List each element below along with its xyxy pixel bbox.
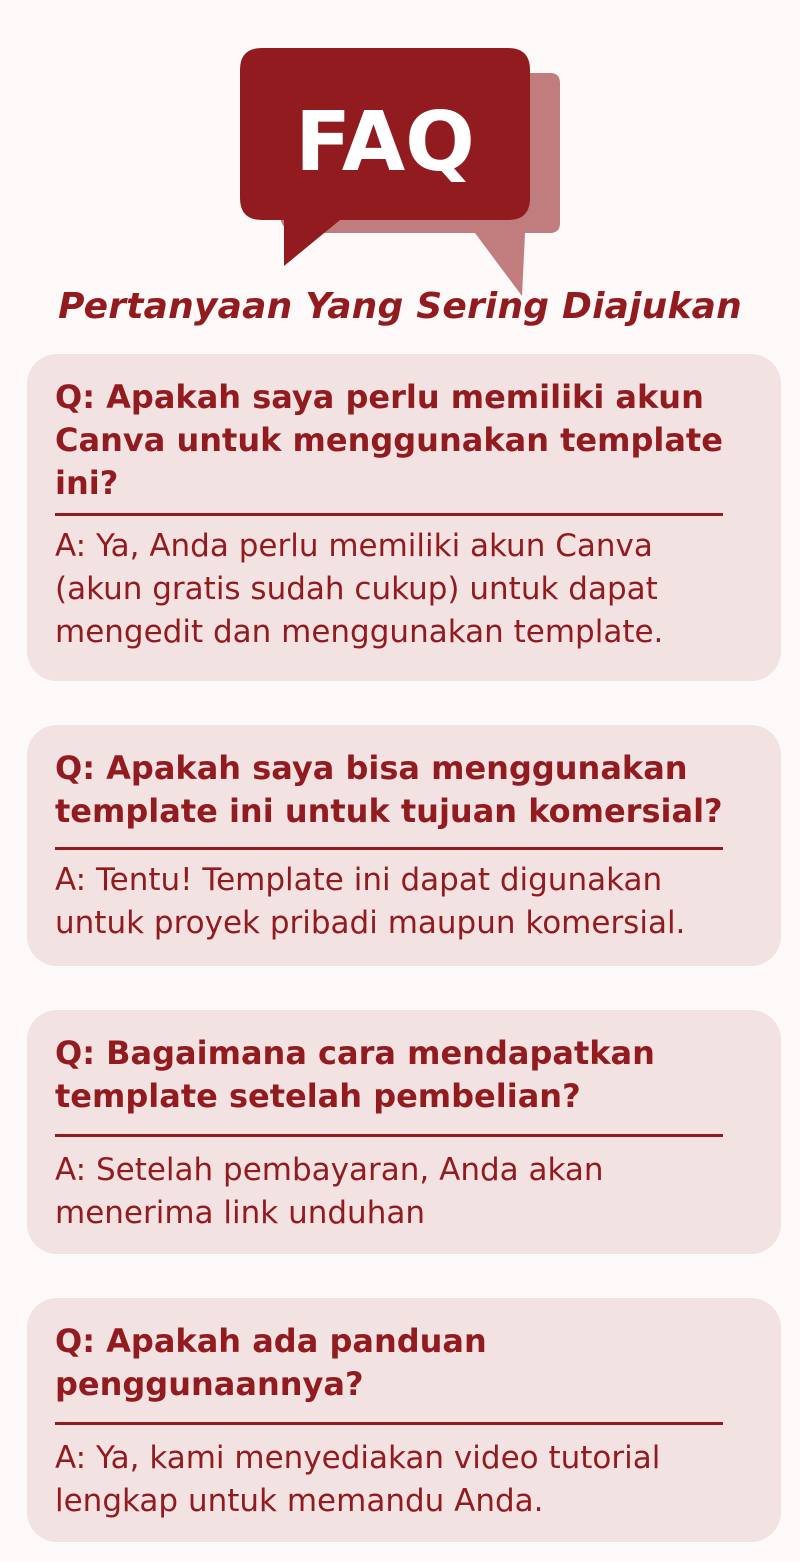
answer-line: A: Ya, Anda perlu memiliki akun Canva [55,528,653,564]
faq-question: Q: Apakah ada panduan penggunaannya? [55,1322,487,1403]
faq-question: Q: Apakah saya bisa menggunakan template ini untuk tujuan komersial? [55,749,723,830]
faq-answer [55,525,761,654]
faq-card [27,1010,781,1254]
answer-line: lengkap untuk memandu Anda. [55,1483,544,1519]
faq-card [27,725,781,966]
answer-line: untuk proyek pribadi maupun komersial. [55,905,686,941]
faq-question: Q: Bagaimana cara mendapatkan template setelah pembelian? [55,1034,655,1115]
faq-question: Q: Apakah saya perlu memiliki akun Canva untuk menggunakan template ini? [55,378,723,502]
faq-answer [55,859,761,945]
answer-line: A: Setelah pembayaran, Anda akan [55,1152,604,1188]
page-subtitle: Pertanyaan Yang Sering Diajukan [58,286,742,327]
faq-card [27,354,781,681]
divider [55,1422,723,1425]
faq-card [27,1298,781,1542]
answer-line: A: Tentu! Template ini dapat digunakan [55,862,663,898]
faq-speech-bubble-icon [240,48,580,298]
answer-line: mengedit dan menggunakan template. [55,614,664,650]
divider [55,513,723,516]
faq-answer [55,1149,761,1235]
answer-line: A: Ya, kami menyediakan video tutorial [55,1440,661,1476]
divider [55,847,723,850]
answer-line: (akun gratis sudah cukup) untuk dapat [55,571,658,607]
faq-answer [55,1437,761,1523]
answer-line: menerima link unduhan [55,1195,425,1231]
faq-badge-text: FAQ [295,95,475,190]
divider [55,1134,723,1137]
